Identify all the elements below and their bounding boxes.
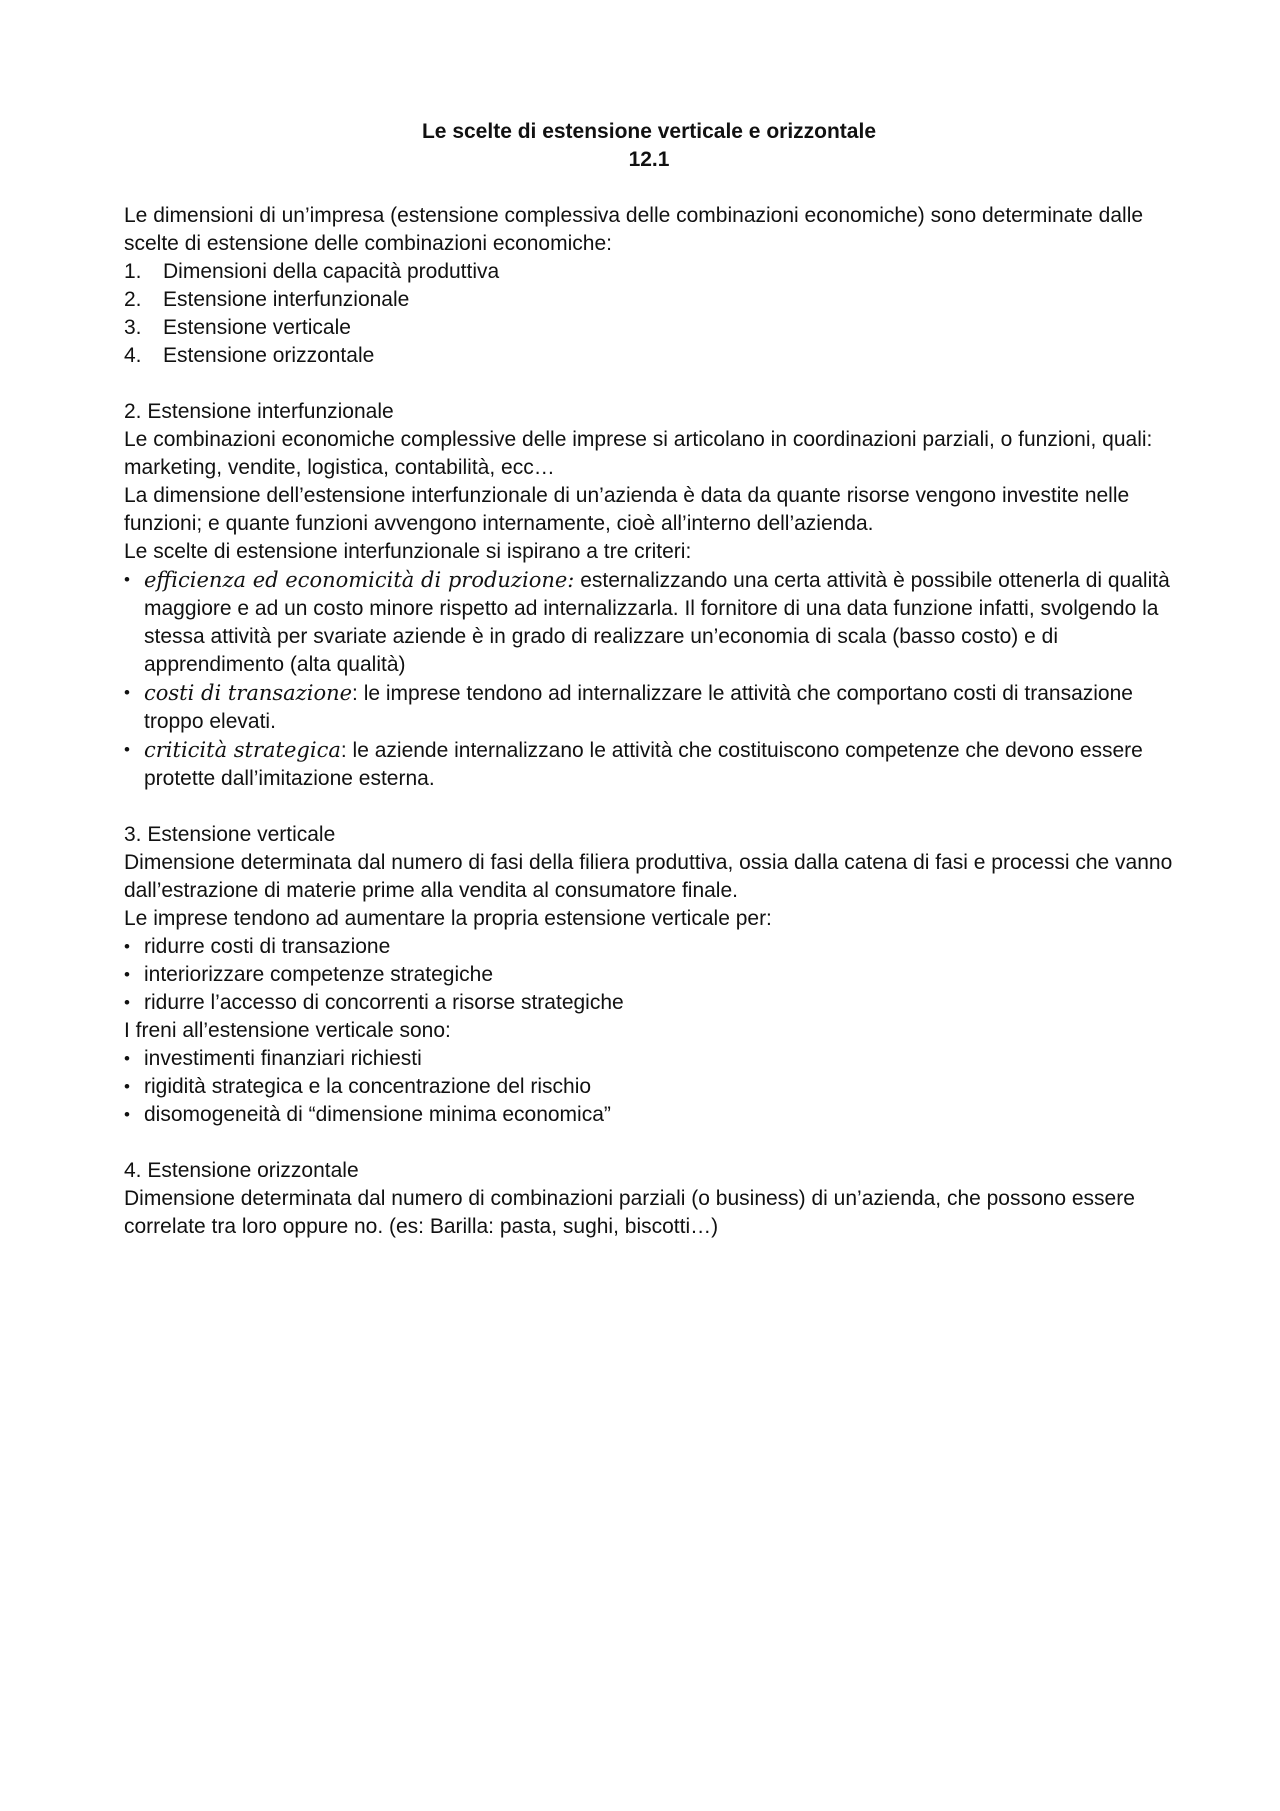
list-item: 1. Dimensioni della capacità produttiva [124, 260, 500, 283]
intro-paragraph: Le dimensioni di un’impresa (estensione complessiva delle combinazioni economiche) sono determinate dalle scelte di estensione delle combinazioni economiche: [124, 204, 1144, 255]
reasons-list [124, 933, 1174, 1017]
document-subtitle: 12.1 [628, 148, 670, 171]
list-item: • interiorizzare competenze strategiche [124, 961, 1174, 989]
bullet: • [124, 570, 130, 589]
bullet: • [124, 993, 130, 1012]
list-item: • rigidità strategica e la concentrazione del rischio [124, 1073, 1174, 1101]
section-heading: 4. Estensione orizzontale [124, 1159, 359, 1182]
list-item: • disomogeneità di “dimensione minima economica” [124, 1101, 1174, 1129]
criteria-list [124, 566, 1174, 793]
criterion-term: criticità strategica [144, 738, 341, 762]
section-heading: 2. Estensione interfunzionale [124, 400, 394, 423]
paragraph: La dimensione dell’estensione interfunzionale di un’azienda è data da quante risorse vengono investite nelle funzioni; e quante funzioni avvengono internamente, cioè all’interno dell’azienda. [124, 484, 1130, 535]
list-item: • investimenti finanziari richiesti [124, 1045, 1174, 1073]
bullet: • [124, 683, 130, 702]
criterion-term: costi di transazione [144, 681, 353, 705]
constraints-list [124, 1045, 1174, 1129]
paragraph: Le imprese tendono ad aumentare la propria estensione verticale per: [124, 907, 772, 930]
paragraph: Dimensione determinata dal numero di fasi della filiera produttiva, ossia dalla catena di fasi e processi che vanno dall’estrazione di materie prime alla vendita al consumatore finale. [124, 851, 1173, 902]
paragraph: Dimensione determinata dal numero di combinazioni parziali (o business) di un’azienda, che possono essere correlate tra loro oppure no. (es: Barilla: pasta, sughi, biscotti…) [124, 1187, 1135, 1238]
document-title: Le scelte di estensione verticale e orizzontale [421, 120, 876, 143]
list-item: • ridurre costi di transazione [124, 933, 1174, 961]
list-item: 2. Estensione interfunzionale [124, 288, 410, 311]
list-item: • ridurre l’accesso di concorrenti a risorse strategiche [124, 989, 1174, 1017]
document-page [124, 118, 1174, 1241]
bullet: • [124, 1077, 130, 1096]
intro-list [124, 258, 1174, 370]
section-heading: 3. Estensione verticale [124, 823, 336, 846]
list-item: 4. Estensione orizzontale [124, 344, 375, 367]
list-item: 3. Estensione verticale [124, 316, 351, 339]
list-item: • efficienza ed economicità di produzione: esternalizzando una certa attività è possibile ottenerla di qualità maggiore e ad un costo minore rispetto ad internalizzarla. Il fornitore di una data funzione infatti, svolgendo la stessa attività per svariate aziende è in grado di realizzare un’economia di scala (basso costo) e di apprendimento (alta qualità) [124, 566, 1174, 679]
list-item: • costi di transazione: le imprese tendono ad internalizzare le attività che comportano costi di transazione troppo elevati. [124, 679, 1174, 736]
paragraph: I freni all’estensione verticale sono: [124, 1019, 451, 1042]
bullet: • [124, 1049, 130, 1068]
criterion-term: efficienza ed economicità di produzione: [144, 568, 575, 592]
paragraph: Le combinazioni economiche complessive delle imprese si articolano in coordinazioni parziali, o funzioni, quali: marketing, vendite, logistica, contabilità, ecc… [124, 428, 1153, 479]
paragraph: Le scelte di estensione interfunzionale si ispirano a tre criteri: [124, 540, 692, 563]
bullet: • [124, 1105, 130, 1124]
bullet: • [124, 740, 130, 759]
bullet: • [124, 937, 130, 956]
list-item: • criticità strategica: le aziende internalizzano le attività che costituiscono competenze che devono essere protette dall’imitazione esterna. [124, 736, 1174, 793]
bullet: • [124, 965, 130, 984]
